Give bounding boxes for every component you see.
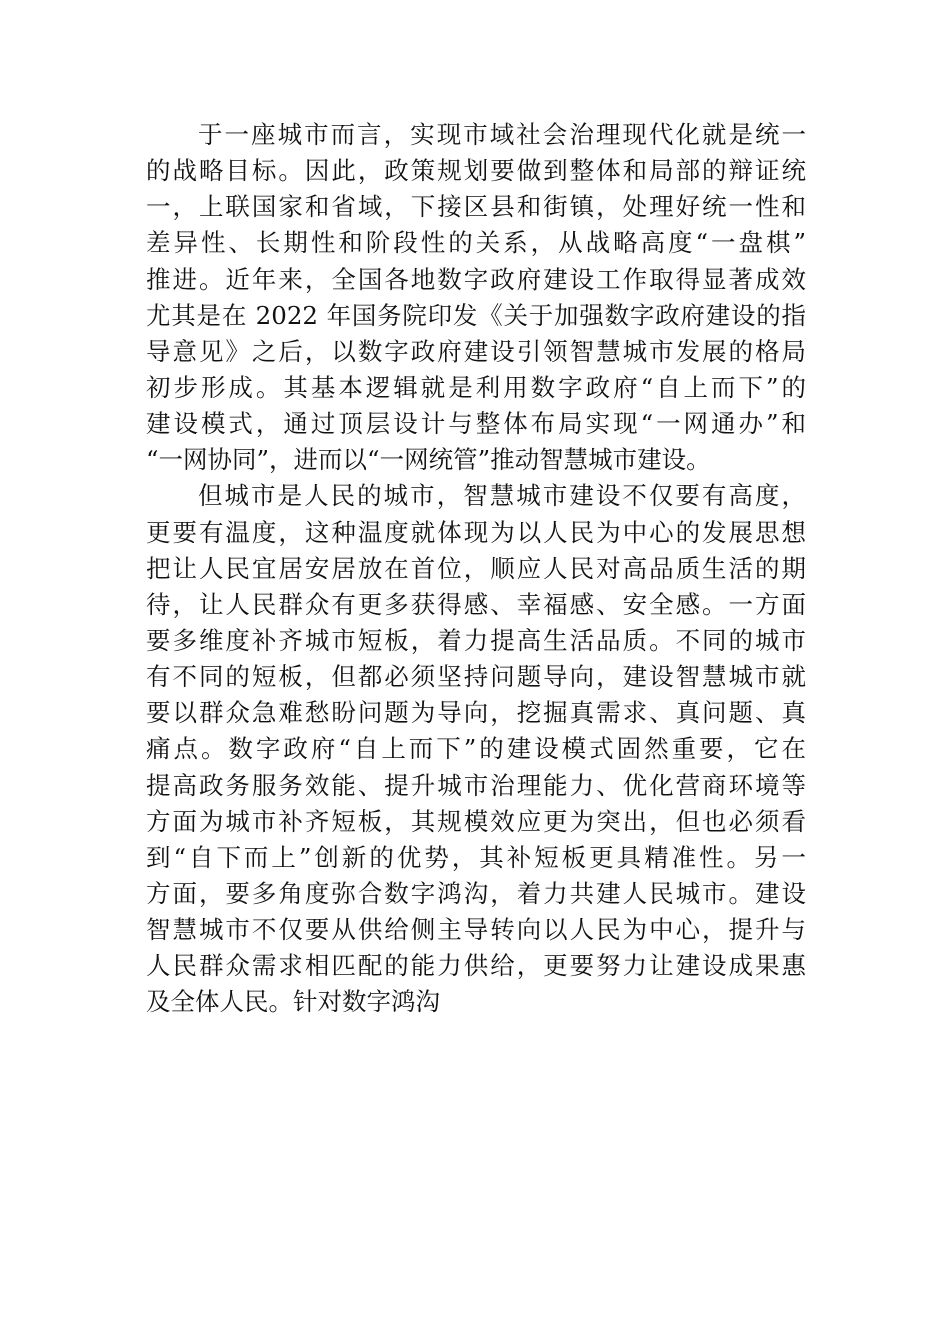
paragraph-line: 导意见》之后，以数字政府建设引领智慧城市发展的格局 xyxy=(146,336,806,366)
paragraph-line: 初步形成。其基本逻辑就是利用数字政府“自上而下”的 xyxy=(146,372,806,402)
paragraph-line: 于一座城市而言，实现市域社会治理现代化就是统一 xyxy=(198,120,806,149)
paragraph-line: 痛点。数字政府“自上而下”的建设模式固然重要，它在 xyxy=(146,734,806,764)
paragraph-line: 更要有温度，这种温度就体现为以人民为中心的发展思想 xyxy=(146,517,806,547)
paragraph-2 xyxy=(146,478,806,1020)
paragraph-line: 待，让人民群众有更多获得感、幸福感、安全感。一方面 xyxy=(146,589,806,619)
paragraph-line: 及全体人民。针对数字鸿沟 xyxy=(146,987,440,1017)
paragraph-line: 尤其是在 2022 年国务院印发《关于加强数字政府建设的指 xyxy=(146,300,806,330)
paragraph-line: 方面为城市补齐短板，其规模效应更为突出，但也必须看 xyxy=(146,806,806,836)
paragraph-line: 把让人民宜居安居放在首位，顺应人民对高品质生活的期 xyxy=(146,553,806,583)
paragraph-line: “一网协同”，进而以“一网统管”推动智慧城市建设。 xyxy=(146,445,711,475)
paragraph-line: 有不同的短板，但都必须坚持问题导向，建设智慧城市就 xyxy=(146,662,806,692)
paragraph-line: 推进。近年来，全国各地数字政府建设工作取得显著成效 xyxy=(146,264,806,294)
paragraph-line: 但城市是人民的城市，智慧城市建设不仅要有高度， xyxy=(198,481,806,511)
paragraph-line: 人民群众需求相匹配的能力供给，更要努力让建设成果惠 xyxy=(146,951,806,981)
paragraph-line: 差异性、长期性和阶段性的关系，从战略高度“一盘棋” xyxy=(146,228,806,258)
paragraph-line: 要以群众急难愁盼问题为导向，挖掘真需求、真问题、真 xyxy=(146,698,806,728)
paragraph-line: 智慧城市不仅要从供给侧主导转向以人民为中心，提升与 xyxy=(146,915,806,945)
paragraph-1 xyxy=(146,117,806,478)
paragraph-line: 提高政务服务效能、提升城市治理能力、优化营商环境等 xyxy=(146,770,806,800)
document-body xyxy=(146,117,806,1021)
paragraph-line: 到“自下而上”创新的优势，其补短板更具精准性。另一 xyxy=(146,842,806,872)
paragraph-line: 的战略目标。因此，政策规划要做到整体和局部的辩证统 xyxy=(146,156,806,186)
paragraph-line: 方面，要多角度弥合数字鸿沟，着力共建人民城市。建设 xyxy=(146,878,806,908)
paragraph-line: 要多维度补齐城市短板，着力提高生活品质。不同的城市 xyxy=(146,625,806,655)
paragraph-line: 一，上联国家和省域，下接区县和街镇，处理好统一性和 xyxy=(146,192,806,222)
paragraph-line: 建设模式，通过顶层设计与整体布局实现“一网通办”和 xyxy=(146,409,806,439)
